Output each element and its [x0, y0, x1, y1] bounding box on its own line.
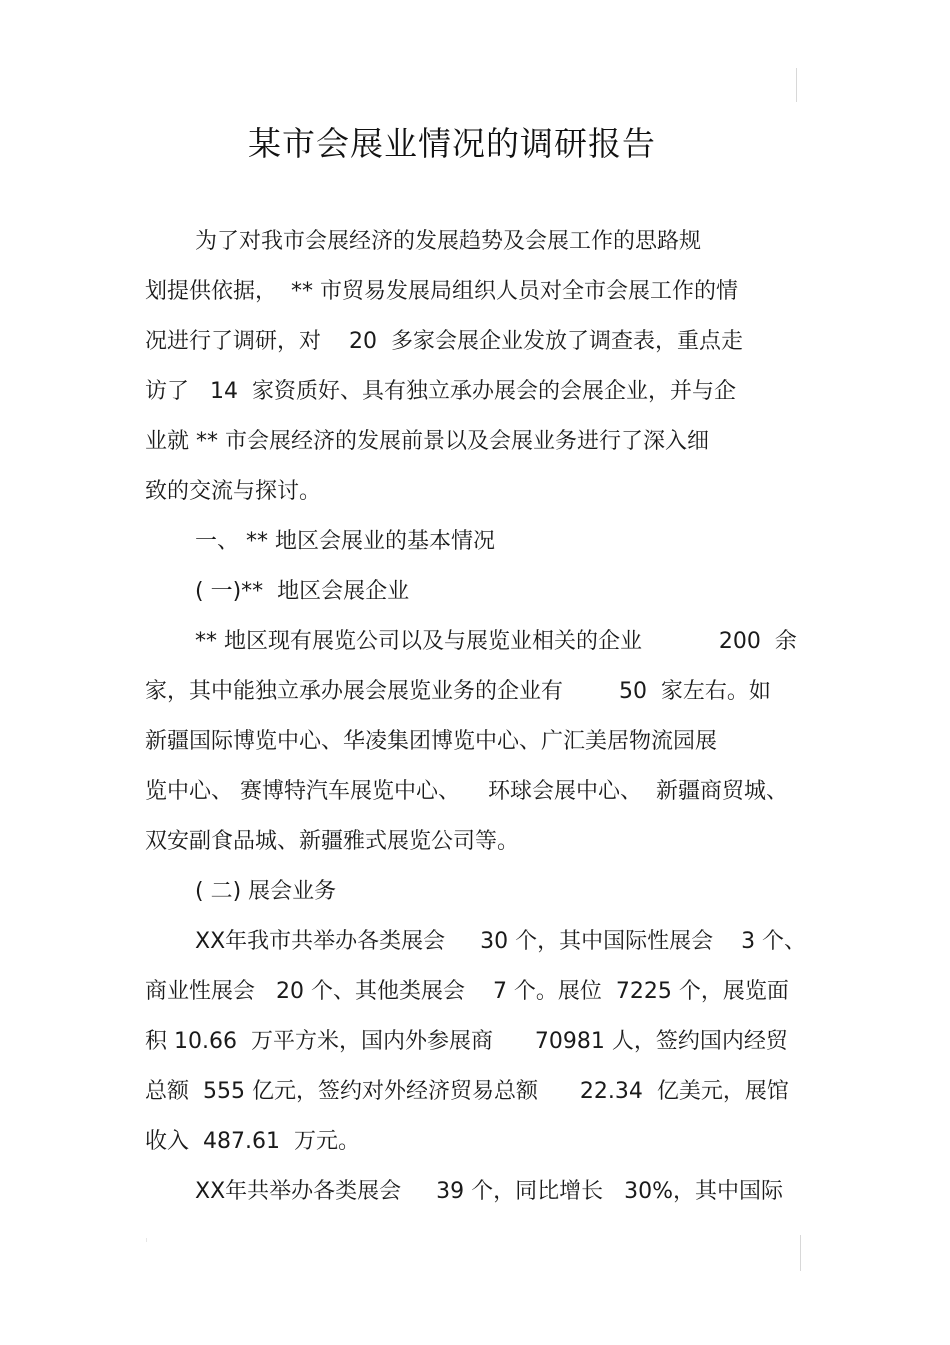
paragraph-line: 积 10.66 万平方米，国内外参展商 70981 人，签约国内经贸 [145, 1029, 788, 1054]
paragraph-line: 家，其中能独立承办展会展览业务的企业有 50 家左右。如 [145, 679, 771, 704]
paragraph-line: ** 地区现有展览公司以及与展览业相关的企业 200 余 [195, 629, 797, 654]
paragraph-line: 致的交流与探讨。 [145, 479, 322, 504]
paragraph-line: 览中心、 赛博特汽车展览中心、 环球会展中心、 新疆商贸城、 [145, 779, 788, 804]
paragraph-line: 为了对我市会展经济的发展趋势及会展工作的思路规 [195, 229, 702, 254]
paragraph-line: 访了 14 家资质好、具有独立承办展会的会展企业，并与企 [145, 379, 736, 404]
document-title: 某市会展业情况的调研报告 [248, 124, 656, 163]
paragraph-line: 收入 487.61 万元。 [145, 1129, 360, 1154]
paragraph-line: 商业性展会 20 个、其他类展会 7 个。展位 7225 个，展览面 [145, 979, 789, 1004]
paragraph-line: 总额 555 亿元，签约对外经济贸易总额 22.34 亿美元，展馆 [145, 1079, 789, 1104]
subsection-heading: ( 一)** 地区会展企业 [195, 579, 410, 604]
paragraph-line: 况进行了调研，对 20 多家会展企业发放了调查表，重点走 [145, 329, 743, 354]
subsection-heading: ( 二) 展会业务 [195, 879, 337, 904]
page-edge-mark [796, 68, 797, 102]
section-heading: 一、 ** 地区会展业的基本情况 [195, 529, 495, 554]
paragraph-line: 业就 ** 市会展经济的发展前景以及会展业务进行了深入细 [145, 429, 709, 454]
paragraph-line: XX年我市共举办各类展会 30 个，其中国际性展会 3 个、 [195, 929, 807, 954]
paragraph-line: 新疆国际博览中心、华凌集团博览中心、广汇美居物流园展 [145, 729, 718, 754]
page-edge-mark [146, 1238, 147, 1242]
page-edge-mark [800, 1235, 801, 1271]
paragraph-line: XX年共举办各类展会 39 个，同比增长 30%，其中国际 [195, 1179, 783, 1204]
paragraph-line: 双安副食品城、新疆雅式展览公司等。 [145, 829, 520, 854]
paragraph-line: 划提供依据， ** 市贸易发展局组织人员对全市会展工作的情 [145, 279, 738, 304]
